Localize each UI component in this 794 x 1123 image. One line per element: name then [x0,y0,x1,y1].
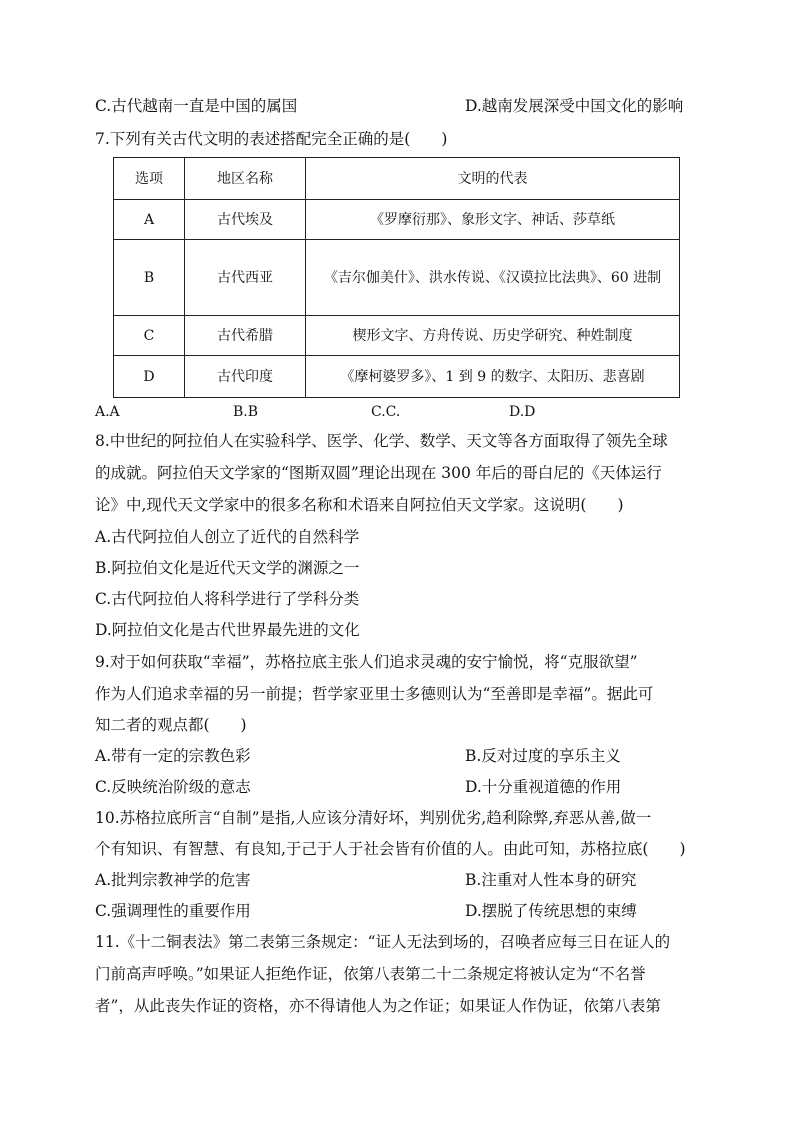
q10-option-d: D.摆脱了传统思想的束缚 [465,902,637,920]
q7-answer-c: C.C. [371,404,401,420]
table-cell-option: C [114,316,185,356]
q9-option-a: A.带有一定的宗教色彩 [95,747,251,765]
table-cell-region: 古代西亚 [185,240,306,316]
q6-option-d: D.越南发展深受中国文化的影响 [465,97,684,115]
q9-options-row-1 [95,746,621,766]
q9-line-2: 作为人们追求幸福的另一前提；哲学家亚里士多德则认为“至善即是幸福”。据此可 [95,685,654,703]
table-row [114,200,680,240]
table-cell-option: B [114,240,185,316]
table-cell-region: 古代希腊 [185,316,306,356]
table-cell-region: 古代印度 [185,356,306,398]
table-cell-option: D [114,356,185,398]
q7-stem: 7.下列有关古代文明的表述搭配完全正确的是( ) [95,130,448,148]
q6-options-row [95,96,684,116]
q9-option-c: C.反映统治阶级的意志 [95,778,251,796]
q8-option-a: A.古代阿拉伯人创立了近代的自然科学 [95,528,360,546]
q10-option-a: A.批判宗教神学的危害 [95,871,251,889]
table-header-representative: 文明的代表 [306,158,680,200]
q10-option-b: B.注重对人性本身的研究 [465,871,637,889]
q8-line-1: 8.中世纪的阿拉伯人在实验科学、医学、化学、数学、天文等各方面取得了领先全球 [95,432,668,450]
table-cell-option: A [114,200,185,240]
table-cell-representative: 《摩柯婆罗多》、1 到 9 的数字、太阳历、悲喜剧 [306,356,680,398]
q10-option-c: C.强调理性的重要作用 [95,902,251,920]
q10-line-2: 个有知识、有智慧、有良知,于己于人于社会皆有价值的人。由此可知，苏格拉底( ) [95,840,686,858]
table-header-option: 选项 [114,158,185,200]
q10-options-row-2 [95,901,637,921]
q9-line-1: 9.对于如何获取“幸福”，苏格拉底主张人们追求灵魂的安宁愉悦，将“克服欲望” [95,653,638,671]
q6-option-c: C.古代越南一直是中国的属国 [95,97,298,115]
q9-option-d: D.十分重视道德的作用 [465,778,622,796]
q8-option-c: C.古代阿拉伯人将科学进行了学科分类 [95,590,360,608]
q11-line-3: 者”，从此丧失作证的资格，亦不得请他人为之作证；如果证人作伪证，依第八表第 [95,997,661,1015]
q7-answer-d: D.D [509,404,536,420]
q10-line-1: 10.苏格拉底所言“自制”是指,人应该分清好坏，判别优劣,趋利除弊,弃恶从善,做一 [95,809,652,827]
q7-table [113,157,680,398]
table-cell-representative: 《罗摩衍那》、象形文字、神话、莎草纸 [306,200,680,240]
q8-option-b: B.阿拉伯文化是近代天文学的渊源之一 [95,559,360,577]
q10-options-row-1 [95,870,637,890]
table-cell-region: 古代埃及 [185,200,306,240]
q8-option-d: D.阿拉伯文化是古代世界最先进的文化 [95,621,360,639]
q7-answer-options [95,402,535,422]
table-cell-representative: 《吉尔伽美什》、洪水传说、《汉谟拉比法典》、60 进制 [306,240,680,316]
q11-line-1: 11.《十二铜表法》第二表第三条规定：“证人无法到场的，召唤者应每三日在证人的 [95,933,671,951]
table-header-region: 地区名称 [185,158,306,200]
q11-line-2: 门前高声呼唤。”如果证人拒绝作证，依第八表第二十二条规定将被认定为“不名誉 [95,965,646,983]
table-cell-representative: 楔形文字、方舟传说、历史学研究、种姓制度 [306,316,680,356]
q7-answer-a: A.A [95,404,120,420]
q9-option-b: B.反对过度的享乐主义 [465,747,621,765]
q8-line-2: 的成就。阿拉伯天文学家的“图斯双圆”理论出现在 300 年后的哥白尼的《天体运行 [95,464,662,482]
table-row [114,240,680,316]
table-row [114,356,680,398]
q9-options-row-2 [95,777,622,797]
table-row [114,316,680,356]
q9-line-3: 知二者的观点都( ) [95,716,247,734]
q7-answer-b: B.B [233,404,259,420]
q8-line-3: 论》中,现代天文学家中的很多名称和术语来自阿拉伯天文学家。这说明( ) [95,496,624,514]
